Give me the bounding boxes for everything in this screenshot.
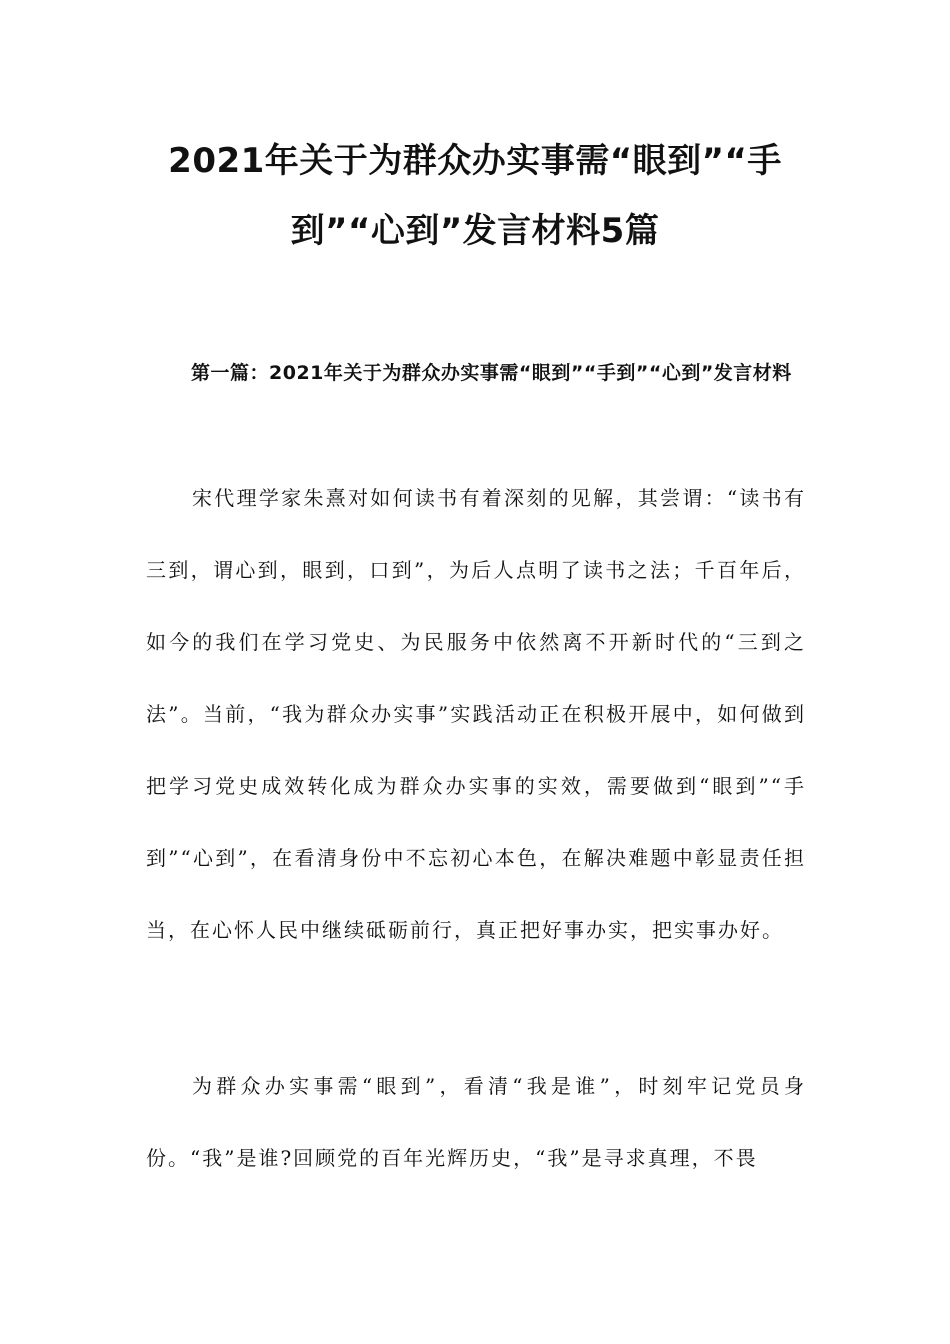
- body-paragraph-1: 宋代理学家朱熹对如何读书有着深刻的见解，其尝谓：“读书有三到，谓心到，眼到，口到”，为后人点明了读书之法；千百年后，如今的我们在学习党史、为民服务中依然离不开新时代的“三到之法”。当前，“我为群众办实事”实践活动正在积极开展中，如何做到把学习党史成效转化成为群众办实事的实效，需要做到“眼到”“手到”“心到”，在看清身份中不忘初心本色，在解决难题中彰显责任担当，在心怀人民中继续砥砺前行，真正把好事办实，把实事办好。: [146, 486, 806, 942]
- document-title: 2021年关于为群众办实事需“眼到”“手到”“心到”发言材料5篇: [168, 141, 782, 251]
- section-heading: 第一篇：2021年关于为群众办实事需“眼到”“手到”“心到”发言材料: [191, 362, 792, 384]
- body-paragraph-2: 为群众办实事需“眼到”，看清“我是谁”，时刻牢记党员身份。“我”是谁?回顾党的百年光辉历史，“我”是寻求真理，不畏: [146, 1074, 806, 1170]
